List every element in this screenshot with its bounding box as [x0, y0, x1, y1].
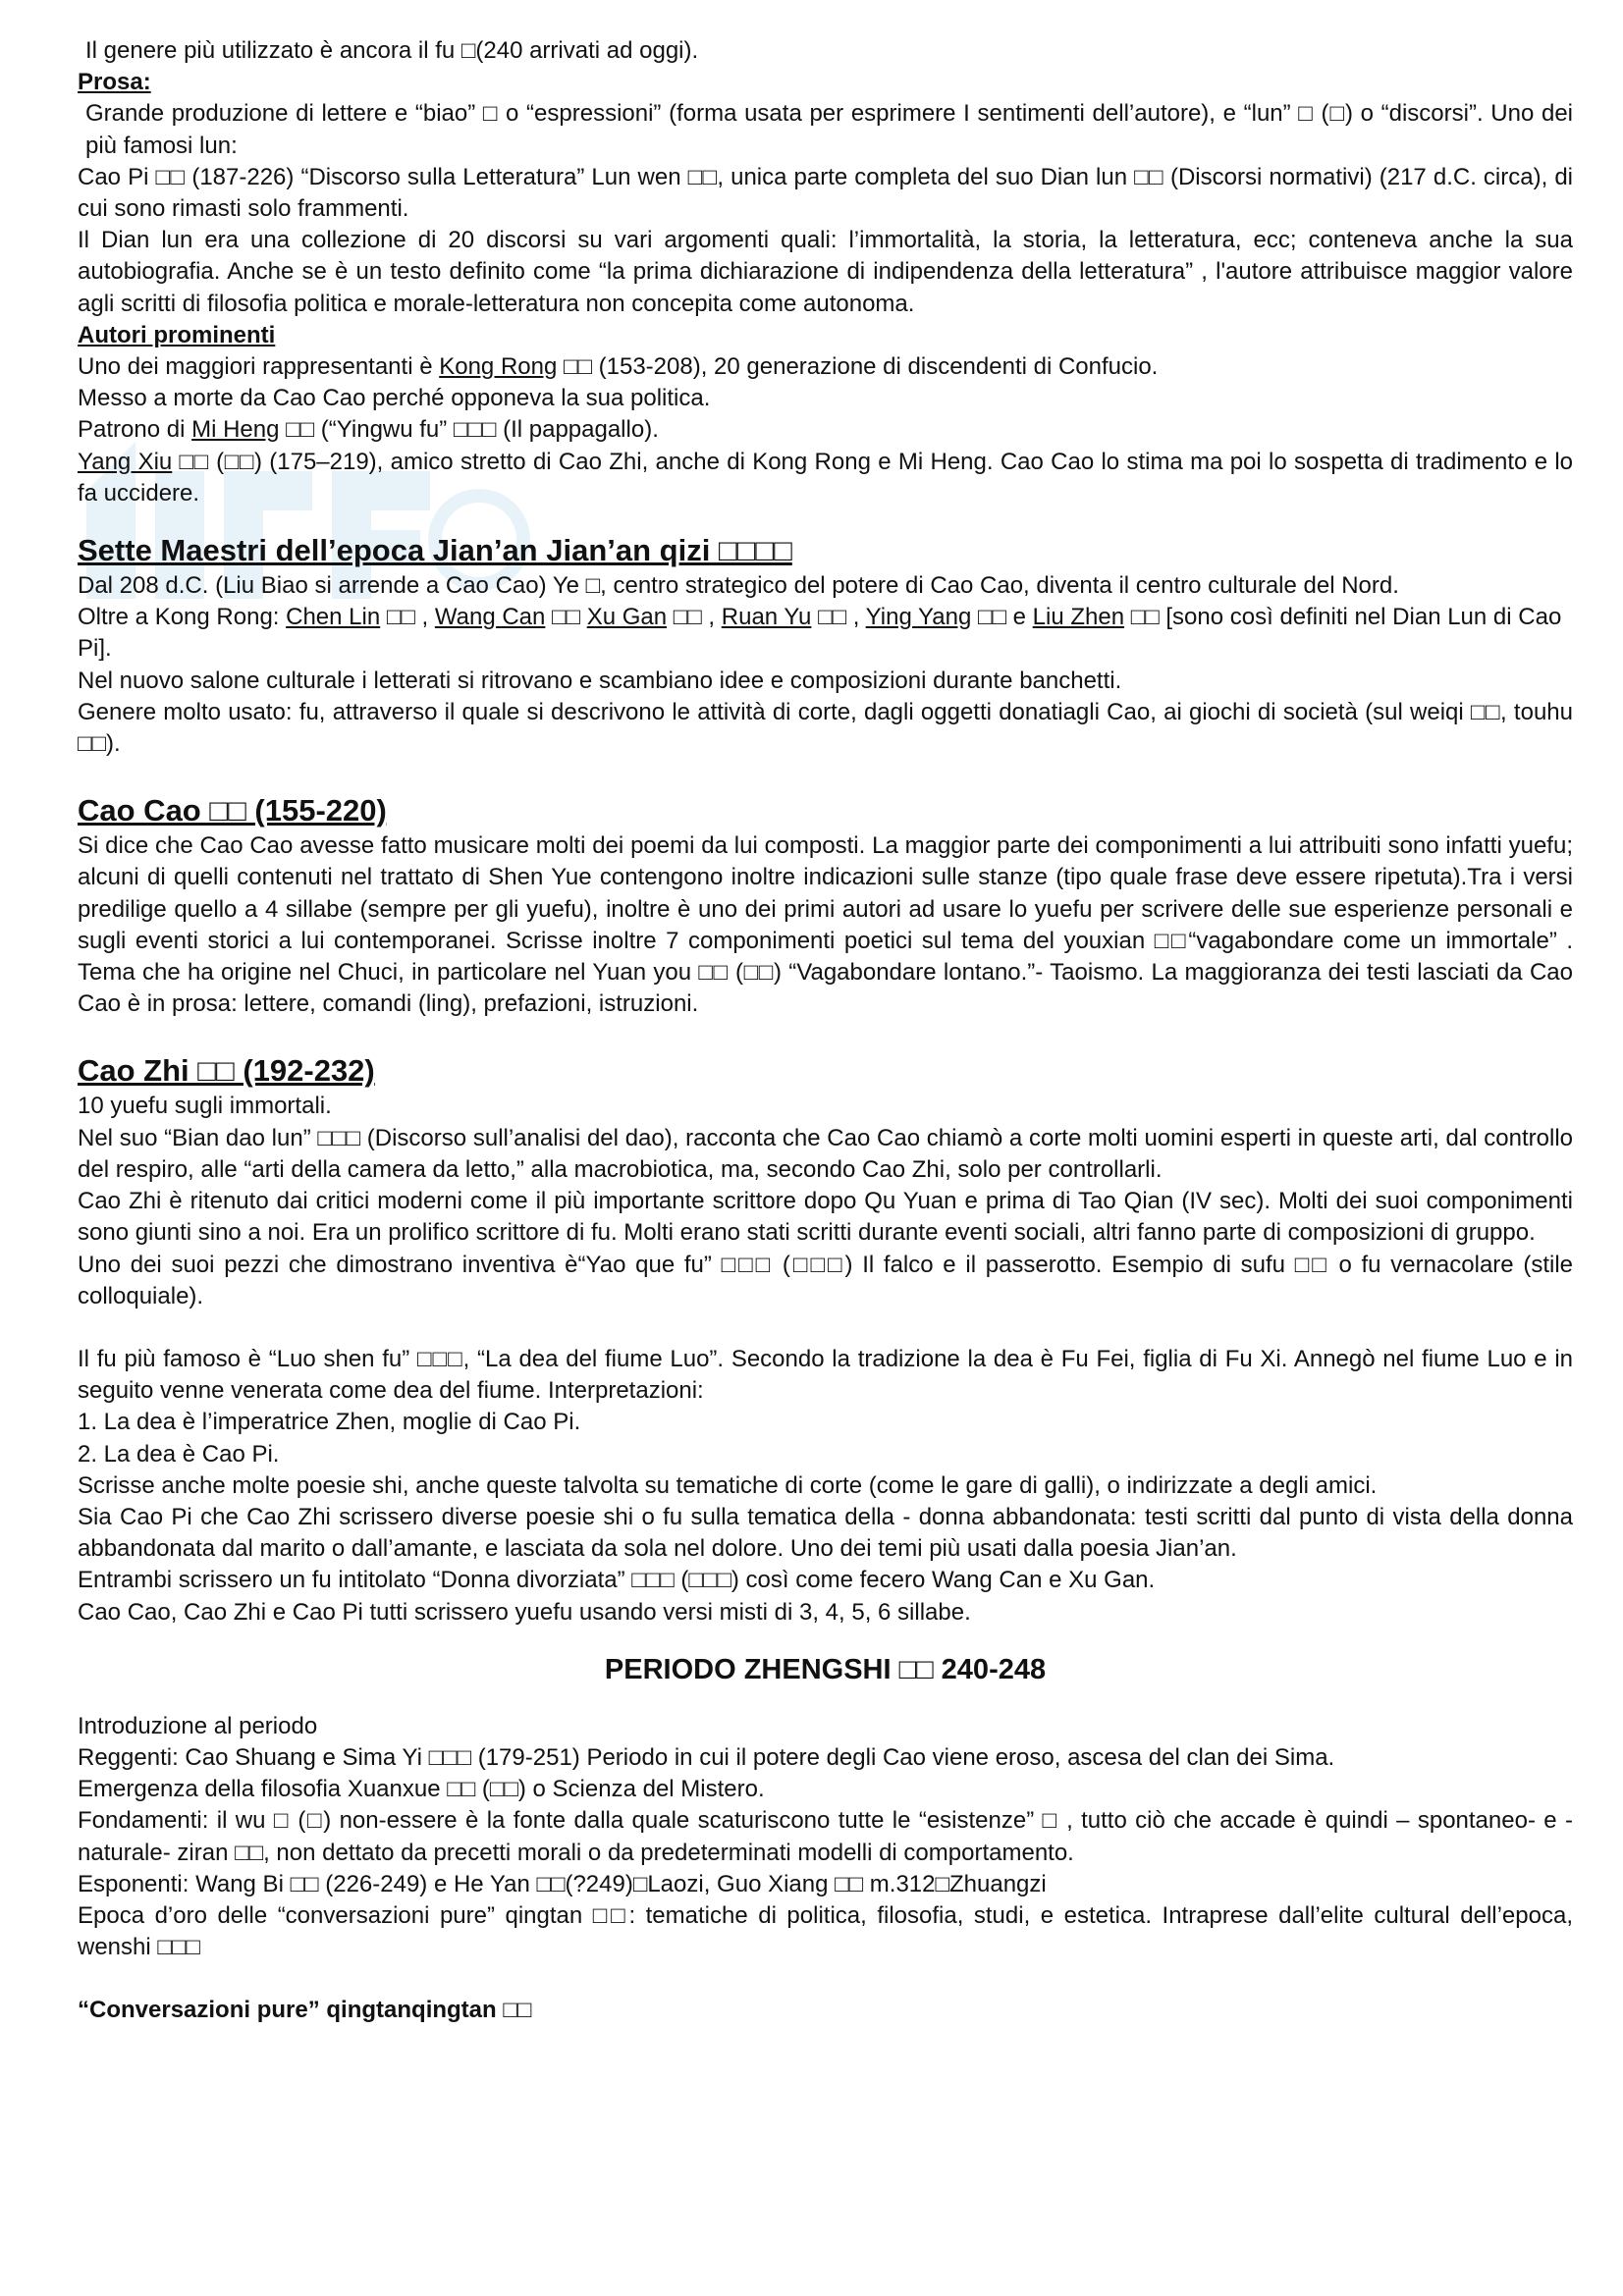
- cao-zhi-paragraph-5: Il fu più famoso è “Luo shen fu” □□□, “La dea del fiume Luo”. Secondo la tradizione la dea è Fu Fei, figlia di Fu Xi. Annegò nel fiume Luo e in seguito venne venerata come dea del fiume. Interpretazioni:: [78, 1345, 1573, 1405]
- section-sette-maestri: [78, 531, 1573, 760]
- cao-cao-paragraph: Si dice che Cao Cao avesse fatto musicare molti dei poemi da lui composti. La maggior parte dei componimenti a lui attribuiti sono infatti yuefu; alcuni di quelli contenuti nel trattato di Shen Yue contengono inoltre indicazioni sulle stanze (tipo quale frase deve essere ripetuta).Tra i versi predilige quello a 4 sillabe (sempre per gli yuefu), inoltre è uno dei primi autori ad usare lo yuefu per scrivere delle sue esperienze personali e sugli eventi storici a lui contemporanei. Scrisse inoltre 7 componimenti poetici sul tema del youxian □□“vagabondare come un immortale” . Tema che ha origine nel Chuci, in particolare nel Yuan you □□ (□□) “Vagabondare lontano.”- Taoismo. La maggioranza dei testi lasciati da Cao Cao è in prosa: lettere, comandi (ling), prefazioni, istruzioni.: [78, 832, 1573, 1018]
- cao-zhi-paragraph-2: Nel suo “Bian dao lun” □□□ (Discorso sull’analisi del dao), racconta che Cao Cao chiamò a corte molti uomini esperti in queste arti, dal controllo del respiro, alle “arti della camera da letto,” alla macrobiotica, ma, secondo Cao Zhi, solo per controllarli.: [78, 1124, 1573, 1183]
- zhengshi-paragraph-1: Reggenti: Cao Shuang e Sima Yi □□□ (179-251) Periodo in cui il potere degli Cao viene eroso, ascesa del clan dei Sima.: [78, 1743, 1335, 1771]
- cao-zhi-paragraph-3: Cao Zhi è ritenuto dai critici moderni come il più importante scrittore dopo Qu Yuan e prima di Tao Qian (IV sec). Molti dei suoi componimenti sono giunti sino a noi. Era un prolifico scrittore di fu. Molti erano stati scritti durante eventi sociali, altri fanno parte di composizioni di gruppo.: [78, 1188, 1573, 1247]
- cao-zhi-paragraph-9: Cao Cao, Cao Zhi e Cao Pi tutti scrissero yuefu usando versi misti di 3, 4, 5, 6 sillabe.: [78, 1598, 971, 1626]
- zhengshi-heading: PERIODO ZHENGSHI □□ 240-248: [604, 1653, 1047, 1685]
- zhengshi-paragraph-3: Fondamenti: il wu □ (□) non-essere è la fonte dalla quale scaturiscono tutte le “esistenze” □ , tutto ciò che accade è quindi – spontaneo- e -naturale- ziran □□, non dettato da precetti morali o da predeterminati modelli di comportamento.: [78, 1807, 1573, 1866]
- cao-zhi-paragraph-7: Sia Cao Pi che Cao Zhi scrissero diverse poesie shi o fu sulla tematica della - donna abbandonata: testi scritti dal punto di vista della donna abbandonata dal marito o dall’amante, e lasciata da sola nel dolore. Uno dei temi più usati dalla poesia Jian’an.: [78, 1503, 1573, 1563]
- sette-heading: Sette Maestri dell’epoca Jian’an Jian’an qizi □□□□: [78, 533, 792, 568]
- cao-zhi-paragraph-1: 10 yuefu sugli immortali.: [78, 1093, 332, 1120]
- prosa-paragraph-1: Grande produzione di lettere e “biao” □ o “espressioni” (forma usata per esprimere I sentimenti dell’autore), e “lun” □ (□) o “discorsi”. Uno dei più famosi lun:: [85, 100, 1573, 159]
- section-zhengshi: [78, 1650, 1573, 2027]
- intro-line: Il genere più utilizzato è ancora il fu □(240 arrivati ad oggi).: [85, 37, 699, 64]
- autori-line-2: Messo a morte da Cao Cao perché opponeva la sua politica.: [78, 385, 711, 412]
- prosa-label: Prosa:: [78, 69, 151, 96]
- autori-line-1: Uno dei maggiori rappresentanti è Kong Rong □□ (153-208), 20 generazione di discendenti di Confucio.: [78, 353, 1159, 381]
- zhengshi-paragraph-4: Esponenti: Wang Bi □□ (226-249) e He Yan □□(?249)□Laozi, Guo Xiang □□ m.312□Zhuangzi: [78, 1870, 1047, 1897]
- interpretation-2: 2. La dea è Cao Pi.: [78, 1440, 280, 1468]
- section-cao-zhi: [78, 1051, 1573, 1628]
- sette-paragraph-3: Nel nuovo salone culturale i letterati si ritrovano e scambiano idee e composizioni durante banchetti.: [78, 667, 1122, 694]
- conversazioni-pure-heading: “Conversazioni pure” qingtanqingtan □□: [78, 1997, 532, 2024]
- name-kong-rong: Kong Rong: [439, 353, 558, 381]
- sette-paragraph-1: Dal 208 d.C. (Liu Biao si arrende a Cao Cao) Ye □, centro strategico del potere di Cao Cao, diventa il centro culturale del Nord.: [78, 572, 1399, 600]
- section-cao-cao: [78, 791, 1573, 1020]
- sette-paragraph-2: Oltre a Kong Rong: Chen Lin □□ , Wang Can □□ Xu Gan □□ , Ruan Yu □□ , Ying Yang □□ e Liu Zhen □□ [sono così definiti nel Dian Lun di Cao Pi].: [78, 604, 1562, 663]
- section-autori: [78, 320, 1573, 509]
- prosa-paragraph-2: Cao Pi □□ (187-226) “Discorso sulla Letteratura” Lun wen □□, unica parte completa del suo Dian lun □□ (Discorsi normativi) (217 d.C. circa), di cui sono rimasti solo frammenti.: [78, 163, 1573, 223]
- zhengshi-intro: Introduzione al periodo: [78, 1712, 318, 1739]
- name-ruan-yu: Ruan Yu: [721, 604, 812, 631]
- name-chen-lin: Chen Lin: [286, 604, 381, 631]
- interpretation-1: 1. La dea è l’imperatrice Zhen, moglie di Cao Pi.: [78, 1409, 581, 1436]
- name-wang-can: Wang Can: [434, 604, 546, 631]
- autori-label: Autori prominenti: [78, 321, 276, 348]
- name-yang-xiu: Yang Xiu: [78, 448, 173, 475]
- sette-paragraph-4: Genere molto usato: fu, attraverso il quale si descrivono le attività di corte, dagli oggetti donatiagli Cao, ai giochi di società (sul weiqi □□, touhu □□).: [78, 698, 1573, 758]
- cao-zhi-paragraph-8: Entrambi scrissero un fu intitolato “Donna divorziata” □□□ (□□□) così come fecero Wang Can e Xu Gan.: [78, 1567, 1156, 1594]
- zhengshi-paragraph-2: Emergenza della filosofia Xuanxue □□ (□□) o Scienza del Mistero.: [78, 1776, 765, 1803]
- name-mi-heng: Mi Heng: [191, 416, 280, 444]
- name-liu-zhen: Liu Zhen: [1032, 604, 1125, 631]
- name-ying-yang: Ying Yang: [865, 604, 972, 631]
- cao-zhi-paragraph-6: Scrisse anche molte poesie shi, anche queste talvolta su tematiche di corte (come le gare di galli), o indirizzate a degli amici.: [78, 1471, 1378, 1499]
- zhengshi-paragraph-5: Epoca d’oro delle “conversazioni pure” qingtan □□: tematiche di politica, filosofia, studi, e estetica. Intraprese dall’elite cultural dell’epoca, wenshi □□□: [78, 1901, 1573, 1961]
- autori-line-3: Patrono di Mi Heng □□ (“Yingwu fu” □□□ (Il pappagallo).: [78, 416, 659, 444]
- document-body: [78, 35, 1573, 2027]
- name-xu-gan: Xu Gan: [586, 604, 668, 631]
- cao-cao-heading: Cao Cao □□ (155-220): [78, 793, 387, 828]
- autori-line-4: Yang Xiu □□ (□□) (175–219), amico stretto di Cao Zhi, anche di Kong Rong e Mi Heng. Cao Cao lo stima ma poi lo sospetta di tradimento e lo fa uccidere.: [78, 448, 1574, 507]
- cao-zhi-heading: Cao Zhi □□ (192-232): [78, 1053, 375, 1089]
- section-prosa: [78, 67, 1573, 320]
- cao-zhi-paragraph-4: Uno dei suoi pezzi che dimostrano inventiva è“Yao que fu” □□□ (□□□) Il falco e il passerotto. Esempio di sufu □□ o fu vernacolare (stile colloquiale).: [78, 1251, 1573, 1309]
- prosa-paragraph-3: Il Dian lun era una collezione di 20 discorsi su vari argomenti quali: l’immortalità, la storia, la letteratura, ecc; conteneva anche la sua autobiografia. Anche se è un testo definito come “la prima dichiarazione di indipendenza della letteratura” , l'autore attribuisce maggior valore agli scritti di filosofia politica e morale-letteratura non concepita come autonoma.: [78, 227, 1573, 317]
